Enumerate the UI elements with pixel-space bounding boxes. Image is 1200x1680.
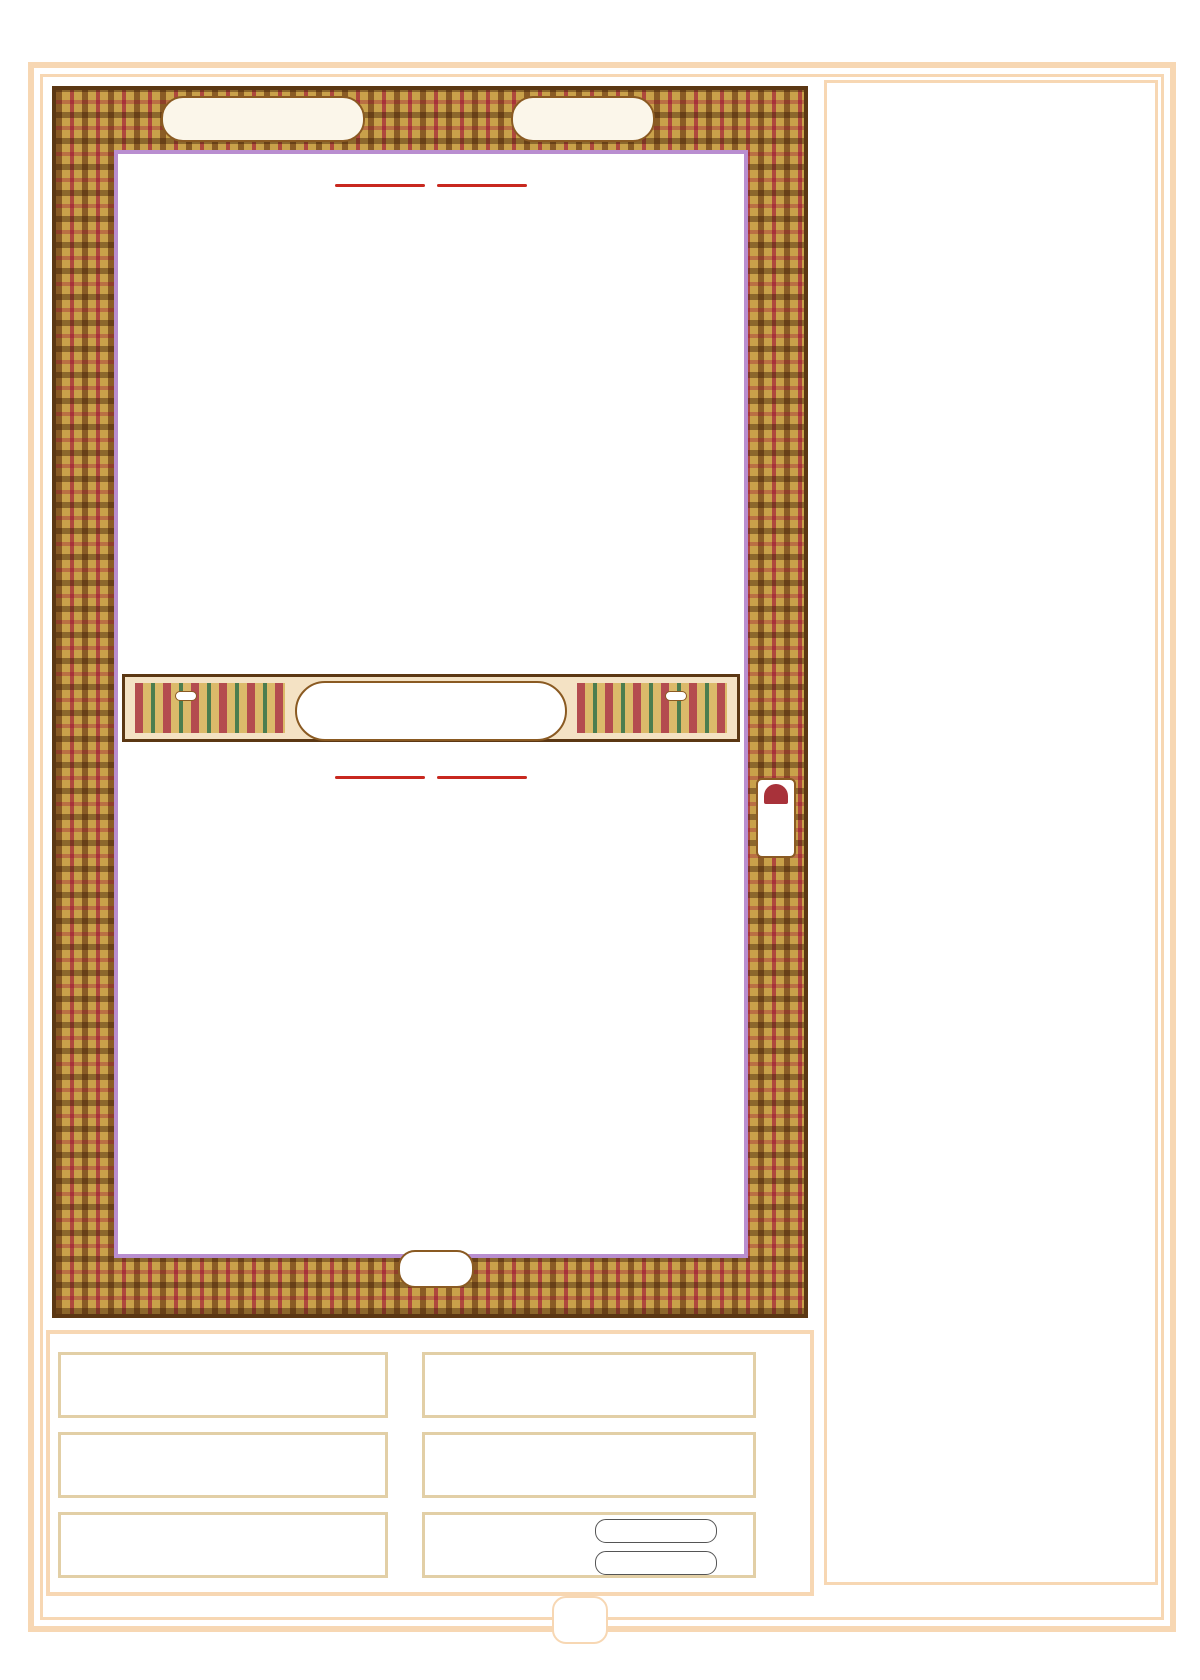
quran-page-number [398, 1250, 474, 1288]
bismillah-2 [118, 758, 744, 793]
bismillah-swash [437, 776, 527, 779]
legend-color-dot [697, 1525, 741, 1569]
quran-page-frame [52, 86, 808, 1318]
legend-color-dot [329, 1365, 373, 1409]
bismillah-1 [118, 166, 744, 201]
quran-text-area [114, 150, 748, 1258]
legend-color-dot [697, 1365, 741, 1409]
legend-color-dot [329, 1445, 373, 1489]
banner-ornament-left [135, 683, 285, 733]
surah-header-cartouche [161, 96, 365, 142]
syllable-breakdown-panel [824, 80, 1158, 1585]
bismillah-swash [437, 184, 527, 187]
bottom-page-number [552, 1596, 608, 1644]
legend-mushaddad [58, 1512, 388, 1578]
legend-color-dot [329, 1525, 373, 1569]
legend-sokoon-tanween [422, 1432, 756, 1498]
surah-title [295, 681, 567, 741]
legend-mushaddad-plus [422, 1512, 756, 1578]
hizb-marker [756, 778, 796, 858]
bismillah-swash [335, 776, 425, 779]
legend-short-syllable [58, 1352, 388, 1418]
legend-silent-letter [58, 1432, 388, 1498]
legend-long-syllable [422, 1352, 756, 1418]
hizb-dome-icon [764, 784, 788, 804]
surah-ayah-count [175, 691, 197, 701]
banner-ornament-right [577, 683, 727, 733]
surah-revelation-place [665, 691, 687, 701]
juz-header-cartouche [511, 96, 655, 142]
bismillah-swash [335, 184, 425, 187]
surah-al-ala-banner [122, 674, 740, 742]
legend-color-dot [697, 1445, 741, 1489]
color-legend [46, 1330, 814, 1596]
